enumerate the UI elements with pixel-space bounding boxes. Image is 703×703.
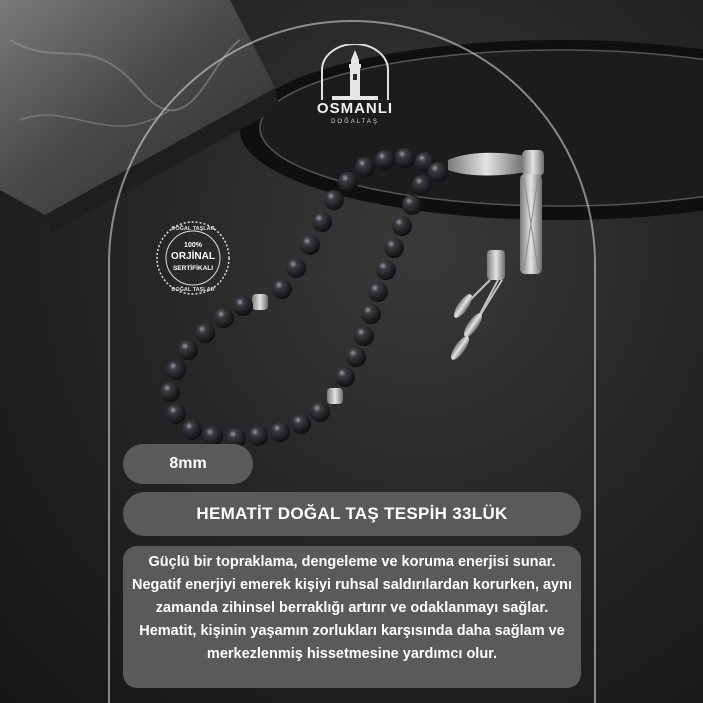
brand-subtitle: DOĞALTAŞ [331, 119, 379, 125]
seal-line-2: ORJİNAL [171, 251, 215, 262]
certificate-seal-icon [155, 220, 231, 296]
brand-name: OSMANLI [316, 100, 394, 117]
seal-line-3: SERTİFİKALI [172, 265, 214, 272]
product-title: HEMATİT DOĞAL TAŞ TESPİH 33LÜK [123, 492, 581, 536]
size-badge: 8mm [123, 444, 253, 484]
seal-bottom-text: DOĞAL TAŞLAR [171, 287, 215, 293]
product-description: Güçlü bir topraklama, dengeleme ve koruma enerjisi sunar. Negatif enerjiyi emerek kişiyi ruhsal saldırılardan korurken, aynı zamanda zihinsel berraklığı artırır ve odaklanmayı sağlar. Hematit, kişinin yaşamın zorlukları karşısında daha sağlam ve merkezlenmiş hissetmesine yardımcı olur. [123, 546, 581, 688]
seal-line-1: 100% [184, 242, 202, 249]
tower-icon [318, 44, 392, 102]
seal-top-text: DOĞAL TAŞLAR [171, 226, 215, 232]
